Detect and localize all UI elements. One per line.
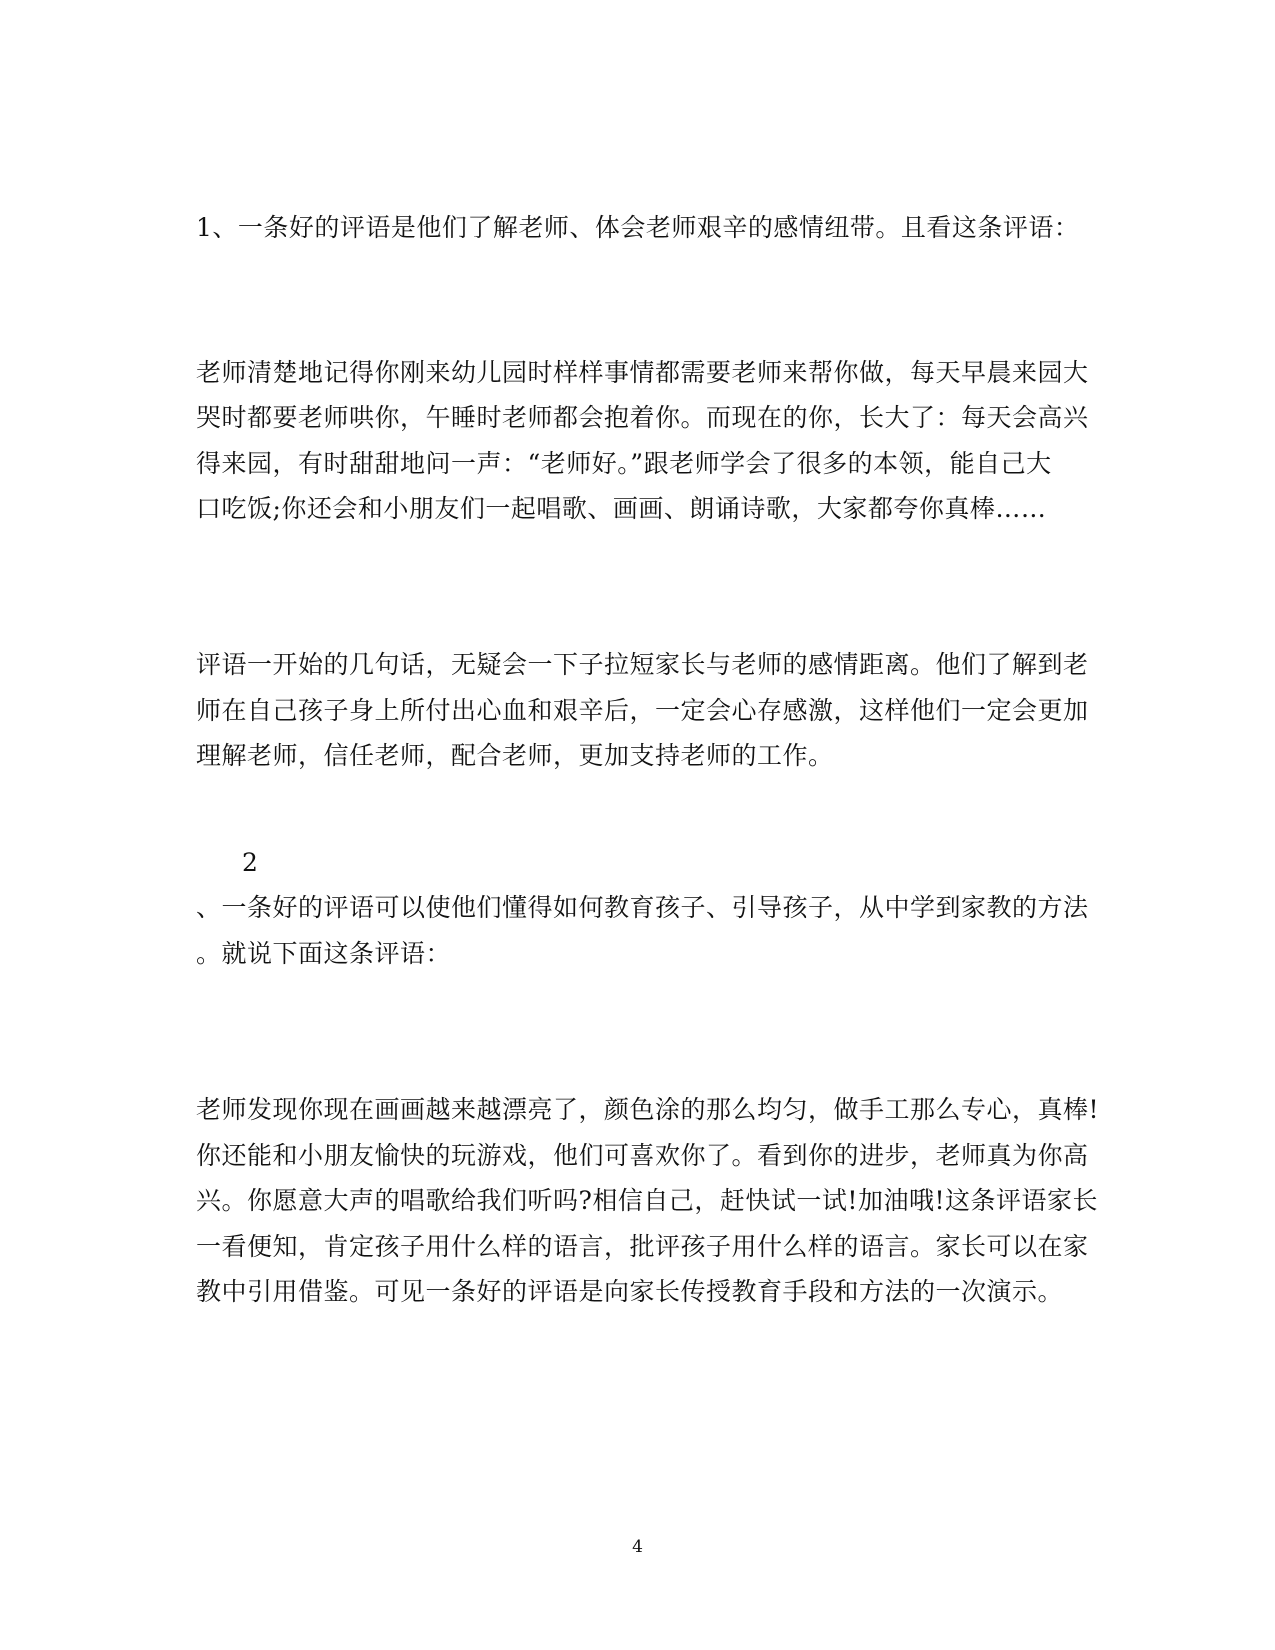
paragraph-5-line-1: 老师发现你现在画画越来越漂亮了，颜色涂的那么均匀，做手工那么专心，真棒! <box>196 1095 1100 1124</box>
paragraph-2-line-4: 口吃饭;你还会和小朋友们一起唱歌、画画、朗诵诗歌，大家都夸你真棒…… <box>196 494 1047 523</box>
paragraph-4-number: 2 <box>242 848 259 877</box>
paragraph-3-line-3: 理解老师，信任老师，配合老师，更加支持老师的工作。 <box>196 741 834 770</box>
paragraph-5-line-4: 一看便知，肯定孩子用什么样的语言，批评孩子用什么样的语言。家长可以在家 <box>196 1232 1089 1261</box>
paragraph-2-line-3: 得来园，有时甜甜地问一声：“老师好。”跟老师学会了很多的本领，能自己大 <box>196 449 1052 478</box>
paragraph-4-line-1: 、一条好的评语可以使他们懂得如何教育孩子、引导孩子，从中学到家教的方法 <box>196 893 1089 922</box>
paragraph-3-line-1: 评语一开始的几句话，无疑会一下子拉短家长与老师的感情距离。他们了解到老 <box>196 650 1089 679</box>
paragraph-5-line-3: 兴。你愿意大声的唱歌给我们听吗?相信自己，赶快试一试!加油哦!这条评语家长 <box>196 1186 1098 1215</box>
paragraph-1-line-1: 1、一条好的评语是他们了解老师、体会老师艰辛的感情纽带。且看这条评语： <box>196 213 1080 242</box>
paragraph-3-line-2: 师在自己孩子身上所付出心血和艰辛后，一定会心存感激，这样他们一定会更加 <box>196 696 1089 725</box>
paragraph-5-line-5: 教中引用借鉴。可见一条好的评语是向家长传授教育手段和方法的一次演示。 <box>196 1277 1064 1306</box>
paragraph-4-line-2: 。就说下面这条评语： <box>196 939 452 968</box>
paragraph-5-line-2: 你还能和小朋友愉快的玩游戏，他们可喜欢你了。看到你的进步，老师真为你高 <box>196 1141 1089 1170</box>
paragraph-2-line-1: 老师清楚地记得你刚来幼儿园时样样事情都需要老师来帮你做，每天早晨来园大 <box>196 358 1089 387</box>
page-number: 4 <box>632 1537 643 1557</box>
paragraph-2-line-2: 哭时都要老师哄你，午睡时老师都会抱着你。而现在的你，长大了：每天会高兴 <box>196 403 1089 432</box>
